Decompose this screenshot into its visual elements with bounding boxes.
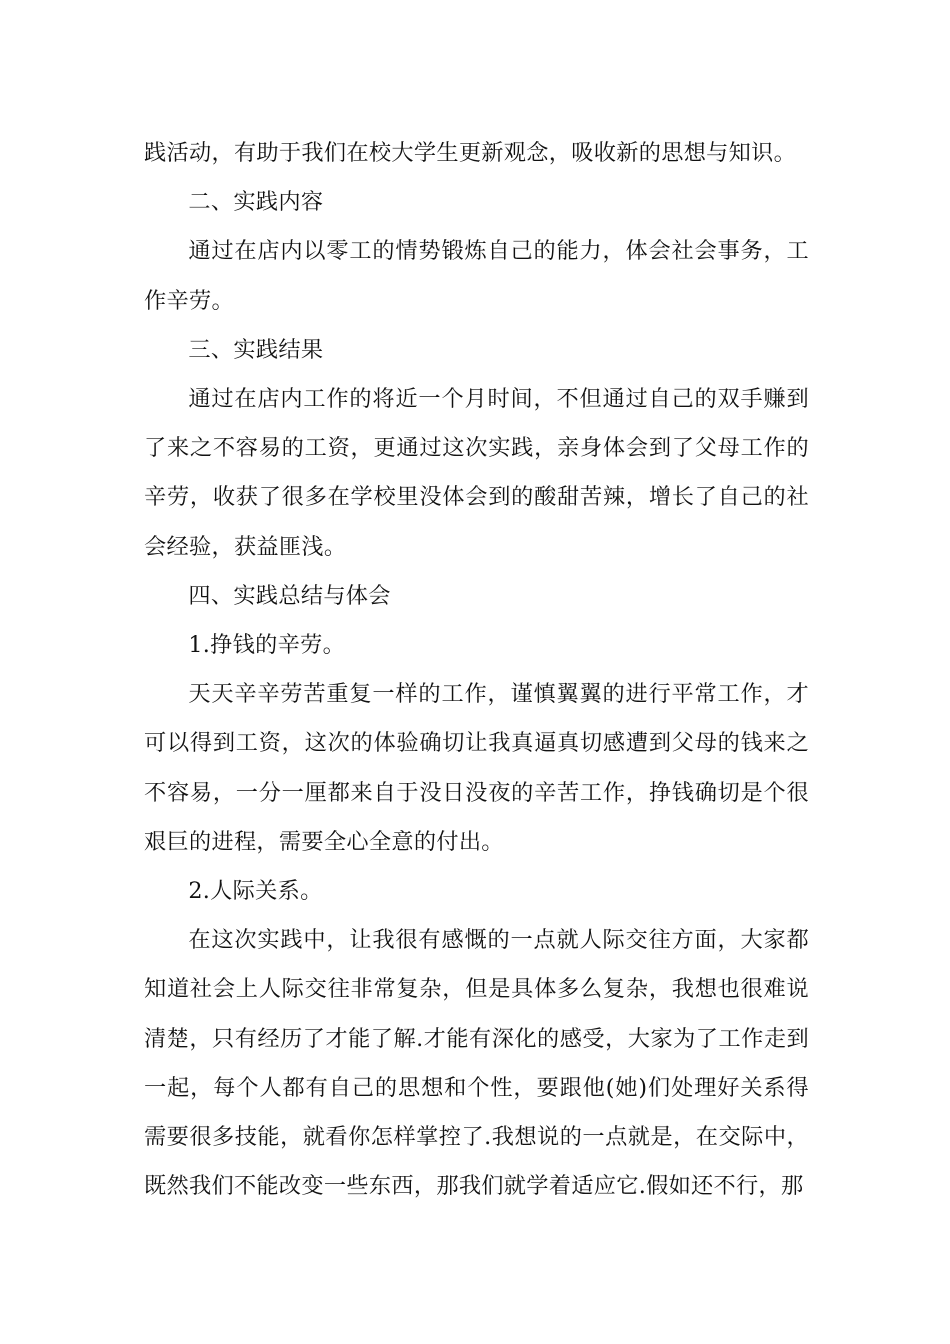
paragraph-relationships: 在这次实践中，让我很有感慨的一点就人际交往方面，大家都知道社会上人际交往非常复杂，但是具体多么复杂，我想也很难说清楚，只有经历了才能了解.才能有深化的感受，大家为了工作走到一起，每个人都有自己的思想和个性，要跟他(她)们处理好关系得需要很多技能，就看你怎样掌控了.我想说的一点就是，在交际中，既然我们不能改变一些东西，那我们就学着适应它.假如还不行，那 <box>144 927 809 1200</box>
paragraph-earning-money: 天天辛辛劳苦重复一样的工作，谨慎翼翼的进行平常工作，才可以得到工资，这次的体验确切让我真逼真切感遭到父母的钱来之不容易，一分一厘都来自于没日没夜的辛苦工作，挣钱确切是个很艰巨的进程，需要全心全意的付出。 <box>144 681 809 855</box>
subheading-relationships: 2.人际关系。 <box>188 878 323 905</box>
subheading-earning-money: 1.挣钱的辛劳。 <box>188 632 346 659</box>
paragraph-continuation: 践活动，有助于我们在校大学生更新观念，吸收新的思想与知识。 <box>144 140 797 166</box>
paragraph-practice-result: 通过在店内工作的将近一个月时间，不但通过自己的双手赚到了来之不容易的工资，更通过这次实践，亲身体会到了父母工作的辛劳，收获了很多在学校里没体会到的酸甜苦辣，增长了自己的社会经验，获益匪浅。 <box>144 386 809 560</box>
document-body <box>144 129 809 1211</box>
section-heading-practice-content: 二、实践内容 <box>188 189 324 216</box>
section-heading-practice-result: 三、实践结果 <box>188 336 324 363</box>
section-heading-summary: 四、实践总结与体会 <box>188 582 391 609</box>
paragraph-practice-content: 通过在店内以零工的情势锻炼自己的能力，体会社会事务，工作辛劳。 <box>144 238 809 314</box>
